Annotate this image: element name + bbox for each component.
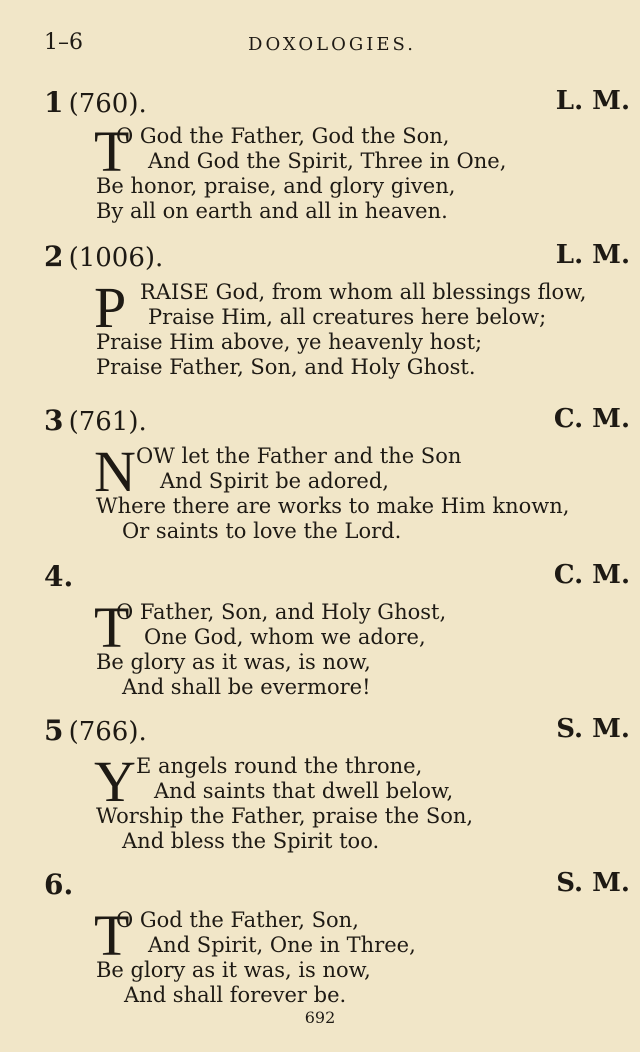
running-head <box>44 30 620 62</box>
verse-line: Praise Him above, ye heavenly host; <box>96 330 483 354</box>
section-title: DOXOLOGIES. <box>248 34 416 55</box>
hymn-number: 5 <box>44 714 64 747</box>
hymn-reference: (1006). <box>68 243 164 273</box>
verse <box>44 439 630 544</box>
verse-line: O God the Father, God the Son, <box>116 124 450 148</box>
hymn-heading <box>44 86 630 122</box>
verse-line: And shall forever be. <box>124 983 347 1007</box>
hymn-3 <box>44 404 630 544</box>
hymn-heading <box>44 560 630 596</box>
drop-cap: N <box>94 439 136 504</box>
hymn-5 <box>44 714 630 854</box>
verse-line: OW let the Father and the Son <box>136 444 462 468</box>
verse-line: And saints that dwell below, <box>154 779 454 803</box>
hymn-meter: C. M. <box>553 404 630 434</box>
verse <box>44 903 630 1008</box>
verse <box>44 275 630 380</box>
hymn-meter: S. M. <box>556 868 630 898</box>
verse-line: Be glory as it was, is now, <box>96 958 371 982</box>
verse-line: E angels round the throne, <box>136 754 423 778</box>
verse <box>44 595 630 700</box>
hymn-2 <box>44 240 630 380</box>
hymn-number: 4. <box>44 560 74 593</box>
page-number: 692 <box>304 1008 336 1027</box>
verse-line: And Spirit be adored, <box>160 469 389 493</box>
verse-line: And shall be evermore! <box>122 675 371 699</box>
verse-line: Where there are works to make Him known, <box>96 494 570 518</box>
hymn-meter: S. M. <box>556 714 630 744</box>
verse-line: By all on earth and all in heaven. <box>96 199 448 223</box>
hymn-meter: L. M. <box>555 86 630 116</box>
verse-line: Be honor, praise, and glory given, <box>96 174 456 198</box>
hymn-6 <box>44 868 630 1008</box>
hymn-number: 6. <box>44 868 74 901</box>
verse-line: O Father, Son, and Holy Ghost, <box>116 600 447 624</box>
verse-line: Be glory as it was, is now, <box>96 650 371 674</box>
verse-line: O God the Father, Son, <box>116 908 359 932</box>
hymn-1 <box>44 86 630 224</box>
verse-line: Worship the Father, praise the Son, <box>96 804 474 828</box>
drop-cap: Y <box>94 749 136 814</box>
hymn-heading <box>44 868 630 904</box>
verse-line: Or saints to love the Lord. <box>122 519 402 543</box>
hymn-heading <box>44 714 630 750</box>
hymn-reference: (760). <box>68 89 147 119</box>
drop-cap: T <box>94 903 130 968</box>
verse-line: RAISE God, from whom all blessings flow, <box>140 280 587 304</box>
verse-line: And bless the Spirit too. <box>122 829 380 853</box>
verse <box>44 749 630 854</box>
hymn-number: 2 <box>44 240 64 273</box>
verse-line: Praise Father, Son, and Holy Ghost. <box>96 355 476 379</box>
verse <box>44 119 630 224</box>
verse-line: And God the Spirit, Three in One, <box>148 149 507 173</box>
hymn-reference: (766). <box>68 717 147 747</box>
hymn-reference: (761). <box>68 407 147 437</box>
hymn-number: 3 <box>44 404 64 437</box>
verse-line: One God, whom we adore, <box>144 625 426 649</box>
page-range: 1–6 <box>44 30 83 55</box>
drop-cap: P <box>94 275 127 340</box>
verse-line: Praise Him, all creatures here below; <box>148 305 547 329</box>
hymn-meter: L. M. <box>555 240 630 270</box>
drop-cap: T <box>94 595 130 660</box>
hymn-4 <box>44 560 630 700</box>
hymn-meter: C. M. <box>553 560 630 590</box>
drop-cap: T <box>94 119 130 184</box>
verse-line: And Spirit, One in Three, <box>148 933 416 957</box>
hymn-number: 1 <box>44 86 64 119</box>
hymn-heading <box>44 240 630 276</box>
hymn-heading <box>44 404 630 440</box>
